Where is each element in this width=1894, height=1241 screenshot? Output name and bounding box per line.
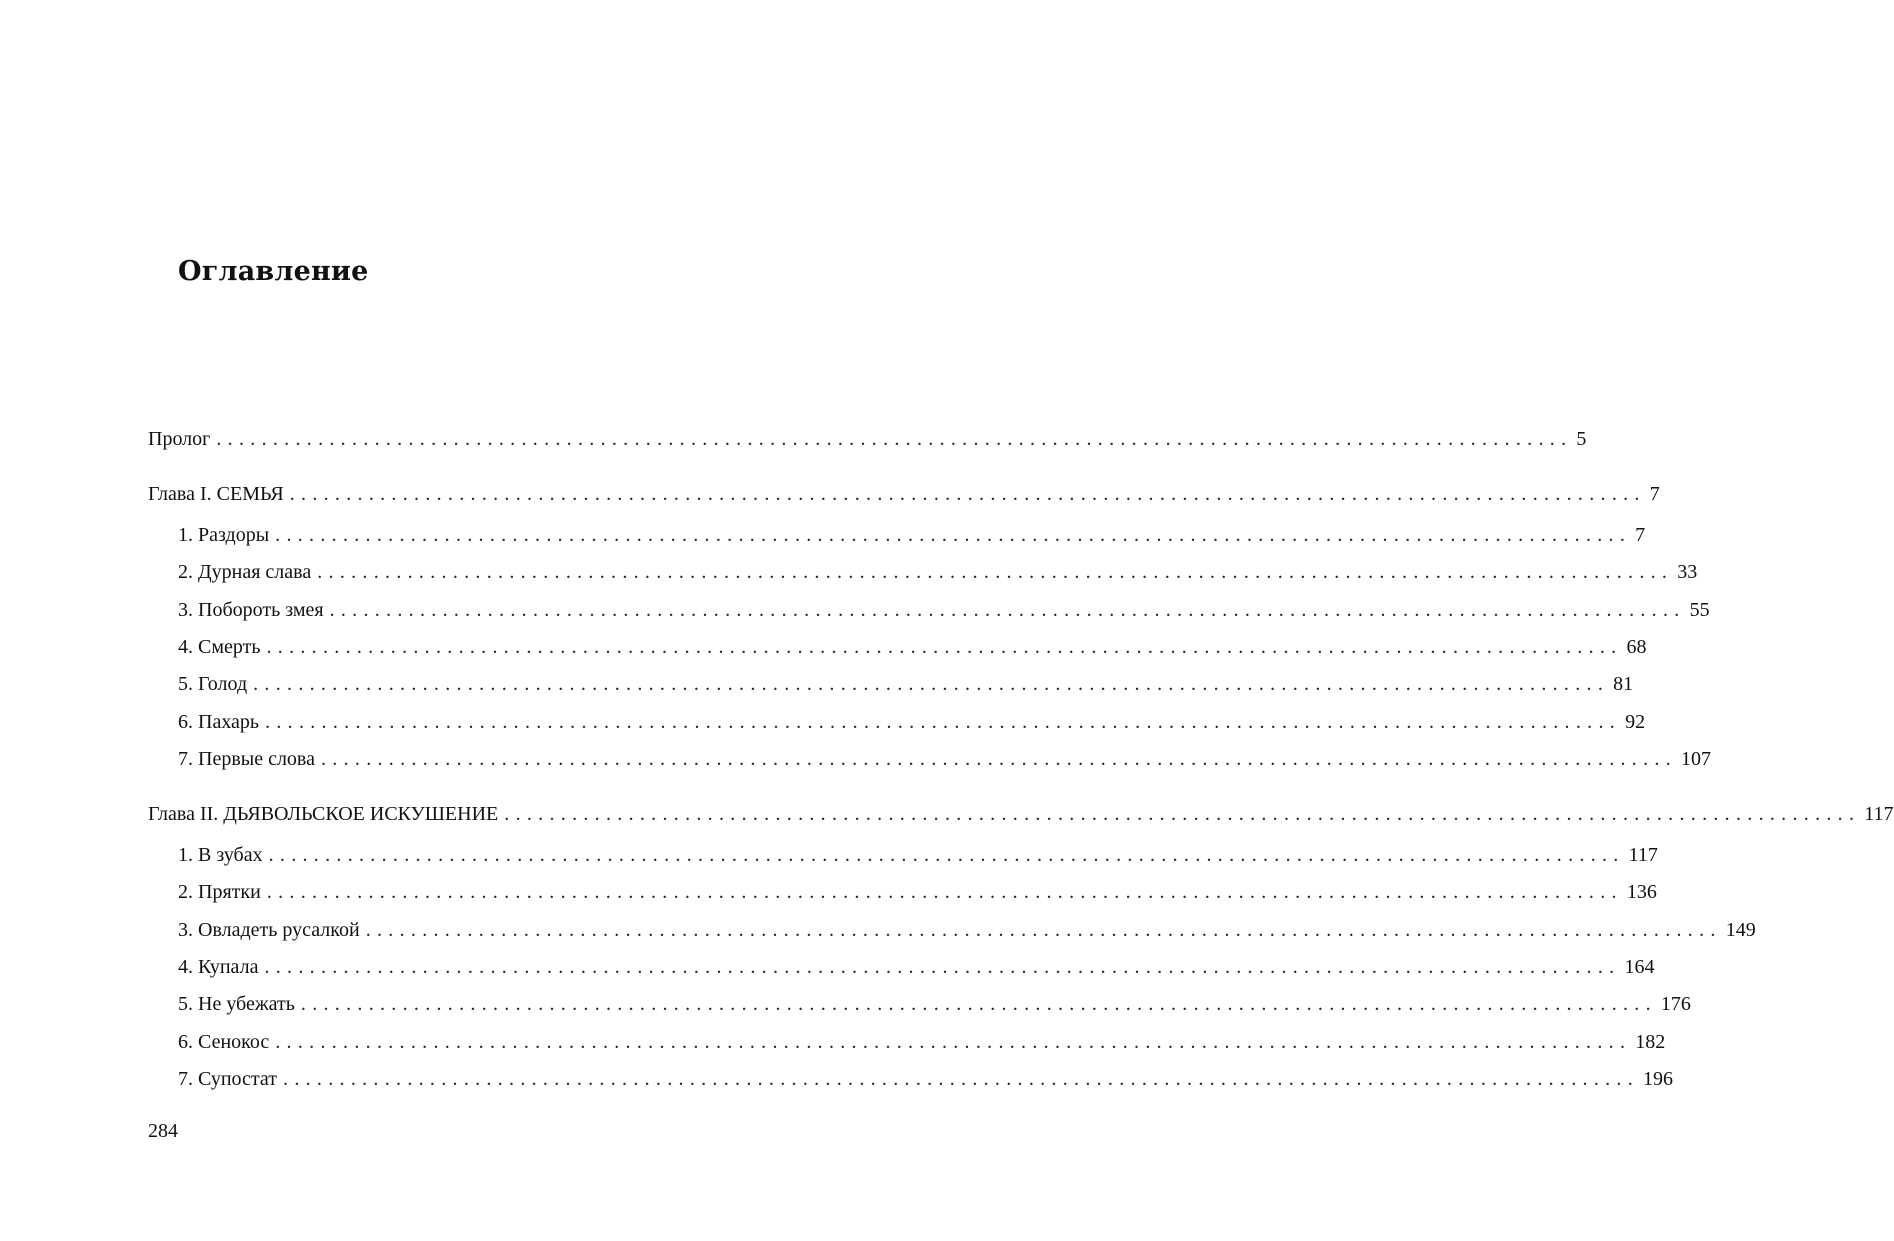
toc-entry-chapter-1 — [148, 479, 1660, 509]
toc-entry-label: 4. Смерть — [178, 636, 261, 658]
toc-entry-label: 1. Раздоры — [178, 524, 270, 546]
toc-entry-page: 196 — [1643, 1068, 1674, 1090]
dot-leader: ........................................................................................................................ — [266, 881, 1623, 903]
toc-entry-page: 7 — [1635, 524, 1646, 546]
toc-entry-prologue — [148, 424, 1587, 454]
toc-entry-page: 136 — [1626, 881, 1657, 903]
dot-leader: ........................................................................................................................ — [329, 599, 1686, 621]
toc-entry-page: 55 — [1689, 599, 1710, 621]
toc-entry-label: 6. Пахарь — [178, 711, 260, 733]
toc-entry-page: 176 — [1660, 993, 1691, 1015]
toc-entry — [178, 952, 1655, 982]
toc-entry-label: 7. Супостат — [178, 1068, 278, 1090]
toc-entry-label: Глава II. ДЬЯВОЛЬСКОЕ ИСКУШЕНИЕ — [148, 803, 499, 825]
toc-entry — [178, 840, 1658, 870]
toc-entry-page: 117 — [1864, 803, 1894, 825]
toc-entry — [178, 744, 1711, 774]
page-title: Оглавление — [178, 256, 369, 287]
toc-entry-page: 92 — [1625, 711, 1646, 733]
toc-entry — [178, 1064, 1674, 1094]
page-number: 284 — [148, 1120, 178, 1142]
toc-entry-label: 3. Овладеть русалкой — [178, 919, 360, 941]
toc-entry-page: 68 — [1626, 636, 1647, 658]
dot-leader: ........................................................................................................................ — [266, 636, 1623, 658]
dot-leader: ........................................................................................................................ — [504, 803, 1861, 825]
toc-entry-page: 107 — [1681, 748, 1711, 770]
toc-entry — [178, 877, 1657, 907]
toc-entry-chapter-2 — [148, 799, 1894, 829]
dot-leader: ........................................................................................................................ — [264, 956, 1621, 978]
dot-leader: ........................................................................................................................ — [253, 673, 1610, 695]
dot-leader: ........................................................................................................................ — [289, 483, 1646, 505]
dot-leader: ........................................................................................................................ — [300, 993, 1657, 1015]
toc-entry-label: Пролог — [148, 428, 211, 450]
dot-leader: ........................................................................................................................ — [268, 844, 1625, 866]
toc-entry — [178, 632, 1647, 662]
toc-entry-label: 2. Дурная слава — [178, 561, 312, 583]
dot-leader: ........................................................................................................................ — [321, 748, 1677, 770]
toc-entry-label: 5. Голод — [178, 673, 248, 695]
toc-entry-page: 7 — [1649, 483, 1660, 505]
toc-entry-page: 164 — [1624, 956, 1655, 978]
toc-entry — [178, 989, 1691, 1019]
dot-leader: ........................................................................................................................ — [317, 561, 1674, 583]
dot-leader: ........................................................................................................................ — [365, 919, 1722, 941]
toc-entry-label: 3. Побороть змея — [178, 599, 324, 621]
toc-entry — [178, 707, 1646, 737]
toc-entry — [178, 915, 1756, 945]
dot-leader: ........................................................................................................................ — [275, 1031, 1632, 1053]
toc-entry-page: 5 — [1576, 428, 1587, 450]
toc-entry-label: 7. Первые слова — [178, 748, 315, 770]
dot-leader: ........................................................................................................................ — [265, 711, 1622, 733]
toc-entry — [178, 557, 1698, 587]
toc-entry — [178, 669, 1634, 699]
toc-entry-label: 1. В зубах — [178, 844, 263, 866]
toc-entry — [178, 520, 1646, 550]
toc-entry-label: Глава I. СЕМЬЯ — [148, 483, 284, 505]
toc-entry-page: 149 — [1725, 919, 1756, 941]
toc-entry-page: 182 — [1635, 1031, 1666, 1053]
toc-entry-page: 81 — [1613, 673, 1634, 695]
toc-entry-label: 4. Купала — [178, 956, 259, 978]
dot-leader: ........................................................................................................................ — [283, 1068, 1640, 1090]
dot-leader: ........................................................................................................................ — [216, 428, 1573, 450]
toc-entry — [178, 1027, 1666, 1057]
toc-entry-label: 5. Не убежать — [178, 993, 295, 1015]
toc-entry — [178, 595, 1710, 625]
toc-entry-label: 2. Прятки — [178, 881, 261, 903]
toc-entry-label: 6. Сенокос — [178, 1031, 270, 1053]
toc-entry-page: 33 — [1677, 561, 1698, 583]
dot-leader: ........................................................................................................................ — [275, 524, 1632, 546]
toc-entry-page: 117 — [1628, 844, 1658, 866]
